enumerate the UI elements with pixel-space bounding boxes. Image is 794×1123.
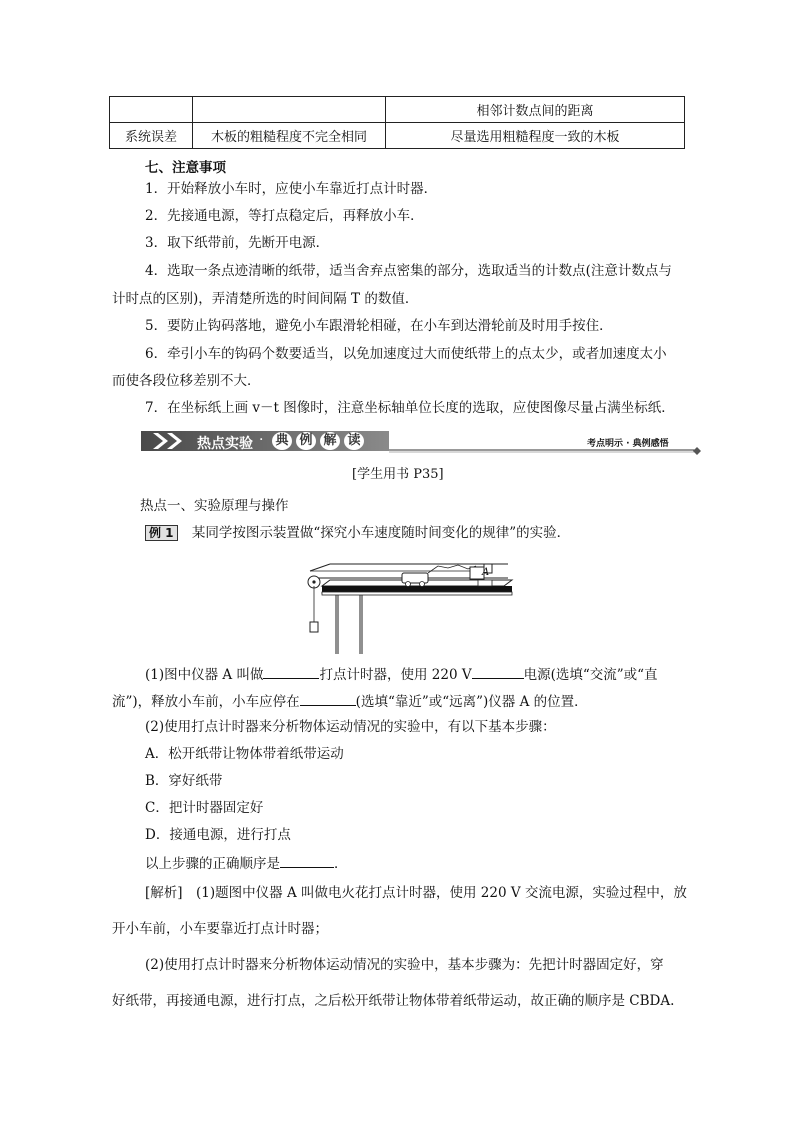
note-5: 5．要防止钩码落地，避免小车跟滑轮相碰，在小车到达滑轮前及时用手按住． <box>145 318 613 334</box>
note-6b: 而使各段位移差别不大． <box>112 373 261 389</box>
table-row <box>110 97 685 123</box>
example-text: 某同学按图示装置做“探究小车速度随时间变化的规律”的实验． <box>191 525 571 541</box>
note-4b: 计时点的区别)，弄清楚所选的时间间隔 T 的数值． <box>112 291 419 307</box>
step-c: C．把计时器固定好 <box>145 800 264 816</box>
q1-part2: 打点计时器，使用 220 V <box>319 667 472 683</box>
banner-right-text: 考点明示 · 典例感悟 <box>587 439 669 449</box>
q1-part3: 电源(选填“交流”或“直 <box>523 667 658 683</box>
error-table <box>109 96 685 149</box>
note-6a: 6．牵引小车的钩码个数要适当，以免加速度过大而使纸带上的点太少，或者加速度太小 <box>145 346 667 362</box>
banner-char-3: 解 <box>320 432 340 450</box>
step-b: B．穿好纸带 <box>145 773 223 789</box>
reference: [学生用书 P35] <box>352 467 444 482</box>
table-cell: 相邻计数点间的距离 <box>386 97 685 123</box>
example-tag: 例 1 <box>145 525 178 541</box>
q1-line2-part1: 流”)，释放小车前，小车应停在 <box>112 694 300 710</box>
solution-1a: [解析] (1)题图中仪器 A 叫做电火花打点计时器，使用 220 V 交流电源，实验过程中，放 <box>145 885 687 901</box>
banner-label: 热点实验 <box>197 436 253 452</box>
solution-2a: (2)使用打点计时器来分析物体运动情况的实验中，基本步骤为：先把计时器固定好，穿 <box>145 957 664 973</box>
figure-label-A: A <box>482 567 490 578</box>
banner-char-4: 读 <box>344 432 364 450</box>
q2: (2)使用打点计时器来分析物体运动情况的实验中，有以下基本步骤： <box>145 719 556 735</box>
note-1: 1．开始释放小车时，应使小车靠近打点计时器． <box>145 181 438 197</box>
table-row <box>110 123 685 149</box>
answer-blank-2 <box>472 664 524 679</box>
q1-line2-part2: (选填“靠近”或“远离”)仪器 A 的位置． <box>355 694 588 710</box>
table-cell <box>110 97 193 123</box>
order-end: ． <box>334 856 348 872</box>
banner-dot: · <box>259 432 264 448</box>
answer-blank-1 <box>263 664 319 679</box>
q1-part1: (1)图中仪器 A 叫做 <box>145 667 264 683</box>
step-a: A．松开纸带让物体带着纸带运动 <box>145 746 344 762</box>
note-3: 3．取下纸带前，先断开电源． <box>145 235 330 251</box>
answer-blank-4 <box>280 853 334 868</box>
table-cell: 木板的粗糙程度不完全相同 <box>193 123 386 149</box>
section-banner <box>141 429 703 455</box>
banner-char-2: 例 <box>296 432 316 450</box>
answer-blank-3 <box>300 691 356 706</box>
table-cell: 尽量选用粗糙程度一致的木板 <box>386 123 685 149</box>
notes-title: 七、注意事项 <box>145 160 226 176</box>
hot-title: 热点一、实验原理与操作 <box>140 498 289 514</box>
note-4a: 4．选取一条点迹清晰的纸带，适当舍弃点密集的部分，选取适当的计数点(注意计数点与 <box>145 263 672 279</box>
table-cell: 系统误差 <box>110 123 193 149</box>
step-d: D．接通电源，进行打点 <box>145 827 291 843</box>
solution-1b: 开小车前，小车要靠近打点计时器； <box>112 921 328 937</box>
note-2: 2．先接通电源，等打点稳定后，再释放小车． <box>145 208 424 224</box>
banner-char-1: 典 <box>272 432 292 450</box>
solution-2b: 好纸带，再接通电源，进行打点，之后松开纸带让物体带着纸带运动，故正确的顺序是 CBDA. <box>112 993 675 1009</box>
order-text: 以上步骤的正确顺序是 <box>145 856 280 872</box>
table-cell <box>193 97 386 123</box>
note-7: 7．在坐标纸上画 v－t 图像时，注意坐标轴单位长度的选取，应使图像尽量占满坐标纸． <box>145 400 675 416</box>
